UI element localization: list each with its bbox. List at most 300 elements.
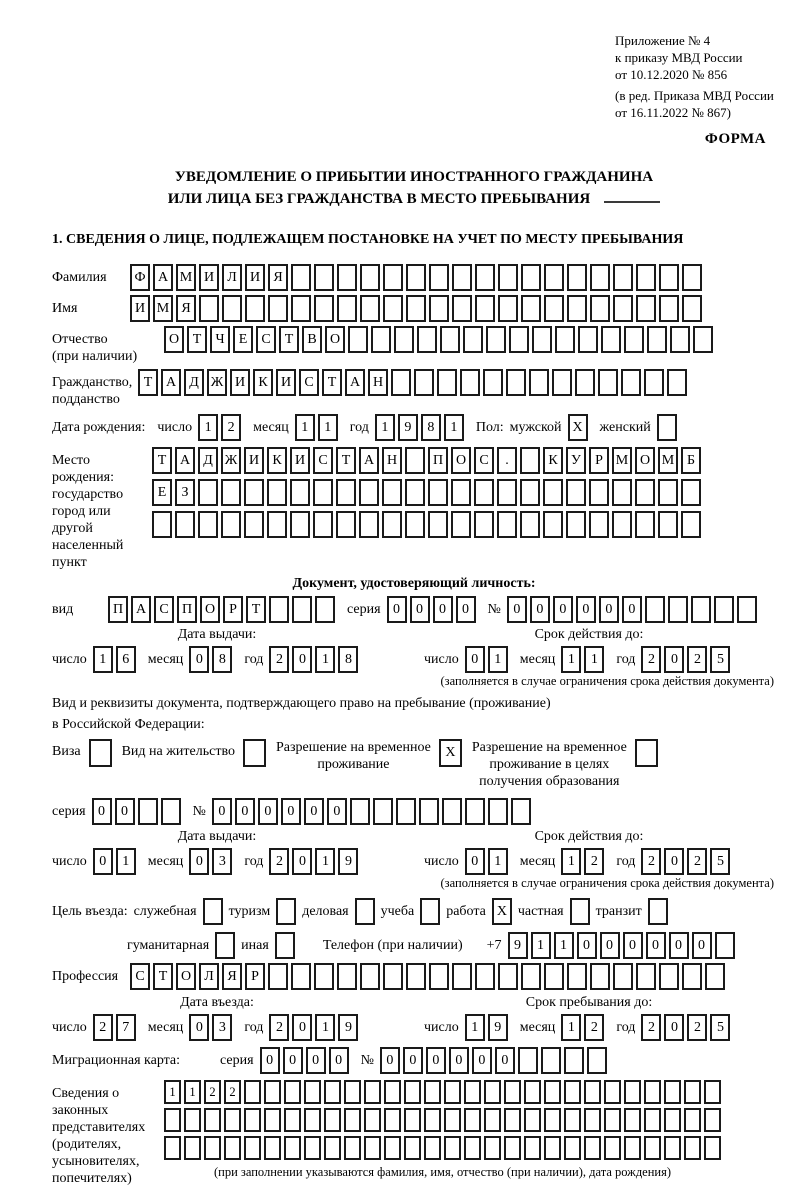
char-cell[interactable]: И [245, 264, 265, 291]
char-cell[interactable] [359, 511, 379, 538]
char-cell[interactable] [704, 1136, 721, 1160]
char-cell[interactable]: 0 [283, 1047, 303, 1074]
char-cell[interactable]: И [130, 295, 150, 322]
char-cell[interactable] [664, 1108, 681, 1132]
char-cell[interactable] [292, 596, 312, 623]
char-cell[interactable]: 0 [456, 596, 476, 623]
char-cell[interactable] [504, 1136, 521, 1160]
char-cell[interactable]: В [302, 326, 322, 353]
char-cell[interactable] [464, 1108, 481, 1132]
char-cell[interactable] [509, 326, 529, 353]
char-cell[interactable] [584, 1136, 601, 1160]
char-cell[interactable] [564, 1047, 584, 1074]
char-cell[interactable] [442, 798, 462, 825]
char-cell[interactable]: М [658, 447, 678, 474]
char-cell[interactable] [404, 1136, 421, 1160]
char-cell[interactable]: М [176, 264, 196, 291]
char-cell[interactable] [682, 963, 702, 990]
char-cell[interactable] [601, 326, 621, 353]
char-cell[interactable]: Н [382, 447, 402, 474]
char-cell[interactable]: К [253, 369, 273, 396]
char-cell[interactable]: Т [152, 447, 172, 474]
char-cell[interactable]: 9 [338, 848, 358, 875]
char-cell[interactable]: 2 [221, 414, 241, 441]
char-cell[interactable]: 0 [292, 1014, 312, 1041]
char-cell[interactable] [645, 596, 665, 623]
char-cell[interactable]: 0 [329, 1047, 349, 1074]
char-cell[interactable] [543, 511, 563, 538]
char-cell[interactable] [383, 295, 403, 322]
char-cell[interactable] [244, 1136, 261, 1160]
char-cell[interactable] [290, 511, 310, 538]
char-cell[interactable]: Т [322, 369, 342, 396]
char-cell[interactable] [264, 1080, 281, 1104]
char-cell[interactable] [284, 1108, 301, 1132]
char-cell[interactable] [304, 1136, 321, 1160]
char-cell[interactable]: Ж [221, 447, 241, 474]
char-cell[interactable] [360, 295, 380, 322]
char-cell[interactable] [204, 1136, 221, 1160]
char-cell[interactable] [635, 479, 655, 506]
char-cell[interactable] [670, 326, 690, 353]
char-cell[interactable] [484, 1080, 501, 1104]
char-cell[interactable] [520, 511, 540, 538]
char-cell[interactable]: 1 [531, 932, 551, 959]
char-cell[interactable] [198, 479, 218, 506]
char-cell[interactable] [291, 264, 311, 291]
char-cell[interactable] [484, 1136, 501, 1160]
char-cell[interactable] [504, 1080, 521, 1104]
char-cell[interactable] [684, 1080, 701, 1104]
char-cell[interactable] [221, 479, 241, 506]
char-cell[interactable] [224, 1108, 241, 1132]
char-cell[interactable] [244, 511, 264, 538]
char-cell[interactable]: О [200, 596, 220, 623]
char-cell[interactable] [451, 511, 471, 538]
char-cell[interactable] [488, 798, 508, 825]
char-cell[interactable] [161, 798, 181, 825]
char-cell[interactable] [313, 479, 333, 506]
char-cell[interactable]: 9 [398, 414, 418, 441]
char-cell[interactable]: 0 [410, 596, 430, 623]
char-cell[interactable] [348, 326, 368, 353]
char-cell[interactable]: 0 [327, 798, 347, 825]
char-cell[interactable] [424, 1080, 441, 1104]
char-cell[interactable]: 6 [116, 646, 136, 673]
char-cell[interactable] [644, 1108, 661, 1132]
char-cell[interactable]: 9 [338, 1014, 358, 1041]
char-cell[interactable] [291, 963, 311, 990]
char-cell[interactable] [647, 326, 667, 353]
char-cell[interactable] [198, 511, 218, 538]
char-cell[interactable] [424, 1136, 441, 1160]
char-cell[interactable] [567, 264, 587, 291]
char-cell[interactable] [350, 798, 370, 825]
char-cell[interactable] [604, 1136, 621, 1160]
char-cell[interactable]: 2 [224, 1080, 241, 1104]
char-cell[interactable] [737, 596, 757, 623]
char-cell[interactable]: 2 [641, 1014, 661, 1041]
char-cell[interactable]: Е [152, 479, 172, 506]
char-cell[interactable]: 0 [465, 848, 485, 875]
char-cell[interactable]: Р [245, 963, 265, 990]
char-cell[interactable]: 0 [472, 1047, 492, 1074]
char-cell[interactable] [344, 1136, 361, 1160]
char-cell[interactable] [498, 264, 518, 291]
char-cell[interactable] [405, 479, 425, 506]
char-cell[interactable] [624, 1108, 641, 1132]
char-cell[interactable]: 0 [92, 798, 112, 825]
char-cell[interactable] [460, 369, 480, 396]
char-cell[interactable] [659, 295, 679, 322]
char-cell[interactable] [658, 511, 678, 538]
char-cell[interactable] [419, 798, 439, 825]
char-cell[interactable]: 0 [380, 1047, 400, 1074]
char-cell[interactable] [578, 326, 598, 353]
char-cell[interactable]: 1 [315, 1014, 335, 1041]
char-cell[interactable]: О [325, 326, 345, 353]
char-cell[interactable] [417, 326, 437, 353]
char-cell[interactable]: 2 [269, 1014, 289, 1041]
char-cell[interactable]: Я [176, 295, 196, 322]
char-cell[interactable] [373, 798, 393, 825]
char-cell[interactable] [264, 1108, 281, 1132]
char-cell[interactable]: Ч [210, 326, 230, 353]
char-cell[interactable]: А [153, 264, 173, 291]
char-cell[interactable] [221, 511, 241, 538]
char-cell[interactable] [420, 898, 440, 925]
char-cell[interactable]: 0 [465, 646, 485, 673]
char-cell[interactable] [475, 963, 495, 990]
char-cell[interactable]: П [108, 596, 128, 623]
char-cell[interactable] [291, 295, 311, 322]
char-cell[interactable] [383, 963, 403, 990]
char-cell[interactable]: 0 [189, 1014, 209, 1041]
char-cell[interactable] [518, 1047, 538, 1074]
char-cell[interactable] [464, 1136, 481, 1160]
char-cell[interactable] [336, 511, 356, 538]
char-cell[interactable] [199, 295, 219, 322]
char-cell[interactable] [664, 1136, 681, 1160]
char-cell[interactable]: И [276, 369, 296, 396]
char-cell[interactable] [668, 596, 688, 623]
char-cell[interactable] [587, 1047, 607, 1074]
char-cell[interactable] [344, 1108, 361, 1132]
char-cell[interactable]: 8 [212, 646, 232, 673]
char-cell[interactable]: 2 [687, 1014, 707, 1041]
char-cell[interactable] [315, 596, 335, 623]
char-cell[interactable] [520, 479, 540, 506]
char-cell[interactable] [658, 479, 678, 506]
char-cell[interactable] [276, 898, 296, 925]
char-cell[interactable]: 0 [507, 596, 527, 623]
char-cell[interactable]: 0 [387, 596, 407, 623]
char-cell[interactable] [164, 1136, 181, 1160]
char-cell[interactable]: 1 [315, 646, 335, 673]
char-cell[interactable]: 2 [641, 646, 661, 673]
char-cell[interactable] [452, 295, 472, 322]
char-cell[interactable] [406, 963, 426, 990]
char-cell[interactable]: 0 [292, 646, 312, 673]
char-cell[interactable] [324, 1108, 341, 1132]
char-cell[interactable]: Т [153, 963, 173, 990]
char-cell[interactable] [524, 1080, 541, 1104]
char-cell[interactable] [184, 1108, 201, 1132]
char-cell[interactable]: 0 [646, 932, 666, 959]
char-cell[interactable] [483, 369, 503, 396]
char-cell[interactable] [564, 1080, 581, 1104]
char-cell[interactable] [504, 1108, 521, 1132]
char-cell[interactable]: 0 [212, 798, 232, 825]
char-cell[interactable] [243, 739, 266, 767]
char-cell[interactable] [704, 1108, 721, 1132]
char-cell[interactable] [635, 739, 658, 767]
char-cell[interactable]: 0 [189, 848, 209, 875]
char-cell[interactable] [564, 1108, 581, 1132]
char-cell[interactable] [314, 295, 334, 322]
char-cell[interactable] [498, 963, 518, 990]
char-cell[interactable] [486, 326, 506, 353]
char-cell[interactable] [636, 963, 656, 990]
char-cell[interactable]: Н [368, 369, 388, 396]
char-cell[interactable] [659, 264, 679, 291]
char-cell[interactable] [394, 326, 414, 353]
char-cell[interactable]: 0 [115, 798, 135, 825]
char-cell[interactable] [451, 479, 471, 506]
char-cell[interactable] [414, 369, 434, 396]
char-cell[interactable] [406, 295, 426, 322]
char-cell[interactable]: П [428, 447, 448, 474]
char-cell[interactable] [203, 898, 223, 925]
char-cell[interactable] [598, 369, 618, 396]
char-cell[interactable]: 2 [641, 848, 661, 875]
char-cell[interactable]: X [492, 898, 512, 925]
char-cell[interactable] [575, 369, 595, 396]
char-cell[interactable] [475, 264, 495, 291]
char-cell[interactable] [424, 1108, 441, 1132]
char-cell[interactable] [567, 295, 587, 322]
char-cell[interactable] [268, 963, 288, 990]
char-cell[interactable] [452, 264, 472, 291]
char-cell[interactable] [681, 479, 701, 506]
char-cell[interactable]: Т [246, 596, 266, 623]
char-cell[interactable]: У [566, 447, 586, 474]
char-cell[interactable] [175, 511, 195, 538]
char-cell[interactable]: А [345, 369, 365, 396]
char-cell[interactable] [520, 447, 540, 474]
char-cell[interactable] [544, 1108, 561, 1132]
char-cell[interactable] [344, 1080, 361, 1104]
char-cell[interactable]: Ф [130, 264, 150, 291]
char-cell[interactable]: 0 [599, 596, 619, 623]
char-cell[interactable] [314, 963, 334, 990]
char-cell[interactable] [624, 326, 644, 353]
char-cell[interactable] [659, 963, 679, 990]
char-cell[interactable] [284, 1080, 301, 1104]
char-cell[interactable]: 2 [93, 1014, 113, 1041]
char-cell[interactable] [304, 1080, 321, 1104]
char-cell[interactable] [437, 369, 457, 396]
char-cell[interactable] [222, 295, 242, 322]
char-cell[interactable] [444, 1108, 461, 1132]
char-cell[interactable] [715, 932, 735, 959]
char-cell[interactable]: 0 [622, 596, 642, 623]
char-cell[interactable]: 0 [669, 932, 689, 959]
char-cell[interactable] [497, 479, 517, 506]
char-cell[interactable] [429, 264, 449, 291]
char-cell[interactable]: 1 [488, 848, 508, 875]
char-cell[interactable]: Е [233, 326, 253, 353]
char-cell[interactable]: 0 [664, 646, 684, 673]
char-cell[interactable] [337, 264, 357, 291]
char-cell[interactable]: З [175, 479, 195, 506]
char-cell[interactable] [521, 295, 541, 322]
char-cell[interactable]: Т [336, 447, 356, 474]
char-cell[interactable] [267, 479, 287, 506]
char-cell[interactable]: 2 [269, 646, 289, 673]
char-cell[interactable] [590, 264, 610, 291]
char-cell[interactable] [604, 1080, 621, 1104]
char-cell[interactable]: 2 [687, 646, 707, 673]
char-cell[interactable] [138, 798, 158, 825]
char-cell[interactable] [324, 1080, 341, 1104]
char-cell[interactable]: К [267, 447, 287, 474]
char-cell[interactable] [570, 898, 590, 925]
char-cell[interactable]: 0 [600, 932, 620, 959]
char-cell[interactable]: 9 [488, 1014, 508, 1041]
char-cell[interactable] [590, 963, 610, 990]
char-cell[interactable]: 2 [687, 848, 707, 875]
char-cell[interactable] [506, 369, 526, 396]
char-cell[interactable] [704, 1080, 721, 1104]
char-cell[interactable]: 0 [304, 798, 324, 825]
char-cell[interactable]: 0 [260, 1047, 280, 1074]
char-cell[interactable] [475, 295, 495, 322]
char-cell[interactable]: С [256, 326, 276, 353]
char-cell[interactable] [564, 1136, 581, 1160]
char-cell[interactable]: Л [199, 963, 219, 990]
char-cell[interactable] [405, 447, 425, 474]
char-cell[interactable]: 0 [576, 596, 596, 623]
char-cell[interactable] [184, 1136, 201, 1160]
char-cell[interactable] [684, 1108, 701, 1132]
char-cell[interactable]: 1 [164, 1080, 181, 1104]
char-cell[interactable]: 8 [338, 646, 358, 673]
char-cell[interactable]: 2 [269, 848, 289, 875]
char-cell[interactable]: 1 [375, 414, 395, 441]
char-cell[interactable]: А [161, 369, 181, 396]
char-cell[interactable] [384, 1080, 401, 1104]
char-cell[interactable]: 0 [235, 798, 255, 825]
char-cell[interactable] [384, 1136, 401, 1160]
char-cell[interactable] [524, 1136, 541, 1160]
char-cell[interactable] [364, 1108, 381, 1132]
char-cell[interactable] [613, 963, 633, 990]
char-cell[interactable] [360, 264, 380, 291]
char-cell[interactable] [404, 1108, 421, 1132]
char-cell[interactable] [584, 1080, 601, 1104]
char-cell[interactable] [636, 295, 656, 322]
char-cell[interactable]: 0 [664, 1014, 684, 1041]
char-cell[interactable] [89, 739, 112, 767]
char-cell[interactable]: И [199, 264, 219, 291]
char-cell[interactable] [544, 963, 564, 990]
char-cell[interactable] [521, 264, 541, 291]
char-cell[interactable]: 0 [189, 646, 209, 673]
char-cell[interactable] [264, 1136, 281, 1160]
char-cell[interactable]: 1 [584, 646, 604, 673]
char-cell[interactable]: 1 [318, 414, 338, 441]
char-cell[interactable]: 0 [281, 798, 301, 825]
char-cell[interactable]: 1 [116, 848, 136, 875]
char-cell[interactable] [364, 1080, 381, 1104]
char-cell[interactable] [164, 1108, 181, 1132]
char-cell[interactable] [566, 511, 586, 538]
char-cell[interactable]: 0 [403, 1047, 423, 1074]
char-cell[interactable]: И [290, 447, 310, 474]
char-cell[interactable] [484, 1108, 501, 1132]
char-cell[interactable] [355, 898, 375, 925]
char-cell[interactable] [648, 898, 668, 925]
char-cell[interactable]: 0 [449, 1047, 469, 1074]
char-cell[interactable] [474, 479, 494, 506]
char-cell[interactable] [544, 295, 564, 322]
char-cell[interactable] [604, 1108, 621, 1132]
char-cell[interactable] [371, 326, 391, 353]
char-cell[interactable] [667, 369, 687, 396]
char-cell[interactable]: 1 [561, 848, 581, 875]
char-cell[interactable]: 1 [561, 646, 581, 673]
char-cell[interactable] [290, 479, 310, 506]
char-cell[interactable]: И [230, 369, 250, 396]
char-cell[interactable] [684, 1136, 701, 1160]
char-cell[interactable] [541, 1047, 561, 1074]
char-cell[interactable]: Д [198, 447, 218, 474]
char-cell[interactable] [544, 1136, 561, 1160]
char-cell[interactable] [244, 1108, 261, 1132]
char-cell[interactable] [544, 1080, 561, 1104]
char-cell[interactable] [337, 963, 357, 990]
char-cell[interactable]: 1 [295, 414, 315, 441]
char-cell[interactable] [681, 511, 701, 538]
char-cell[interactable] [555, 326, 575, 353]
char-cell[interactable]: О [164, 326, 184, 353]
char-cell[interactable] [613, 295, 633, 322]
char-cell[interactable] [498, 295, 518, 322]
char-cell[interactable] [284, 1136, 301, 1160]
char-cell[interactable] [152, 511, 172, 538]
char-cell[interactable]: 5 [710, 1014, 730, 1041]
char-cell[interactable] [474, 511, 494, 538]
char-cell[interactable]: А [359, 447, 379, 474]
char-cell[interactable]: 0 [530, 596, 550, 623]
char-cell[interactable]: 1 [488, 646, 508, 673]
char-cell[interactable]: Р [223, 596, 243, 623]
char-cell[interactable] [404, 1080, 421, 1104]
char-cell[interactable]: X [568, 414, 588, 441]
char-cell[interactable]: 0 [306, 1047, 326, 1074]
char-cell[interactable] [440, 326, 460, 353]
char-cell[interactable] [215, 932, 235, 959]
char-cell[interactable]: 0 [426, 1047, 446, 1074]
char-cell[interactable] [428, 511, 448, 538]
char-cell[interactable] [444, 1136, 461, 1160]
char-cell[interactable] [644, 369, 664, 396]
char-cell[interactable]: Я [268, 264, 288, 291]
char-cell[interactable]: 0 [664, 848, 684, 875]
char-cell[interactable]: 0 [692, 932, 712, 959]
char-cell[interactable] [383, 264, 403, 291]
